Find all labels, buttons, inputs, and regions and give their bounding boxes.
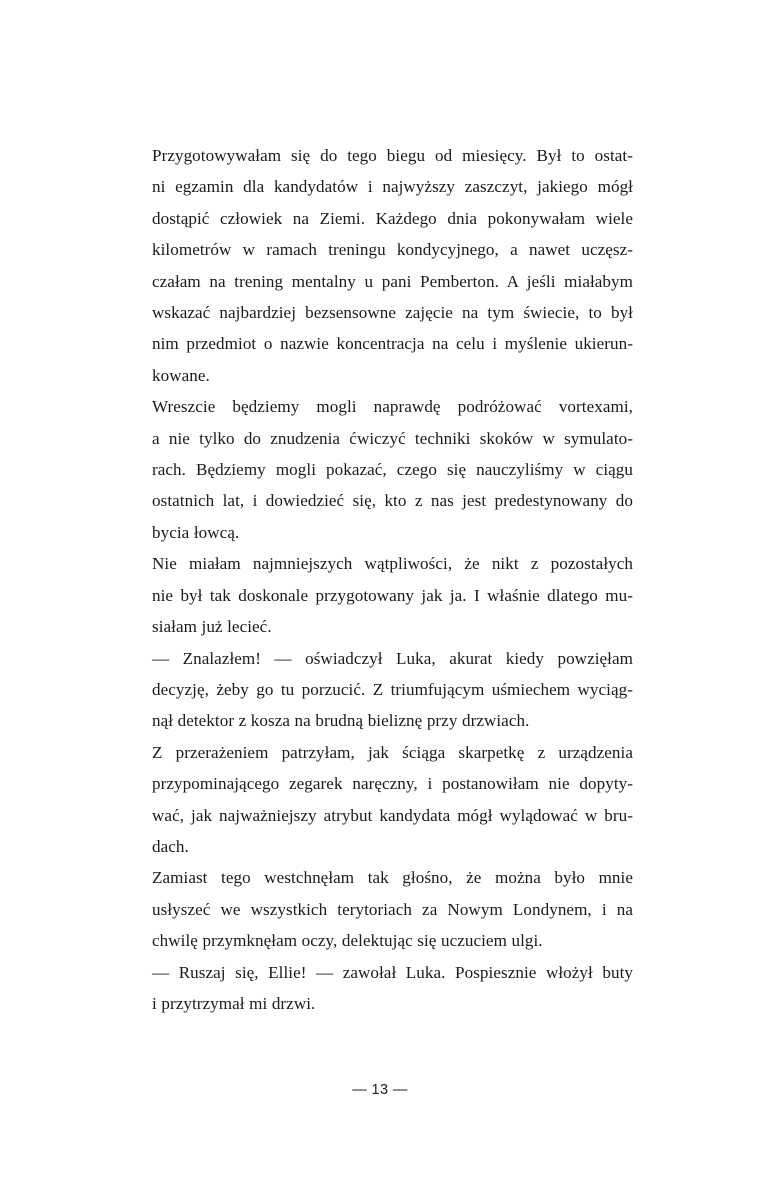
text-line: chwilę przymknęłam oczy, delektując się uczuciem ulgi. [152,931,543,951]
text-line: nim przedmiot o nazwie koncentracja na celu i myślenie ukierun- [152,334,633,354]
text-line: siałam już lecieć. [152,617,272,637]
page-number: — 13 — [352,1082,408,1098]
text-line: kowane. [152,365,210,385]
text-line: Przygotowywałam się do tego biegu od miesięcy. Był to ostat- [152,146,633,165]
paragraph-3 [127,548,633,642]
paragraph-2 [127,391,633,548]
text-line: Wreszcie będziemy mogli naprawdę podróżować vortexami, [152,397,633,417]
text-line: usłyszeć we wszystkich terytoriach za Nowym Londynem, i na [152,899,633,919]
paragraph-4 [127,643,633,737]
text-line: — Ruszaj się, Ellie! — zawołał Luka. Pospiesznie włożył buty [152,962,633,982]
text-line: i przytrzymał mi drzwi. [152,993,316,1013]
text-line: dostąpić człowiek na Ziemi. Każdego dnia pokonywałam wiele [152,208,633,228]
paragraph-5 [127,737,633,863]
paragraph-6 [127,862,633,956]
text-line: Nie miałam najmniejszych wątpliwości, że nikt z pozostałych [152,554,633,574]
text-line: a nie tylko do znudzenia ćwiczyć techniki skoków w symulato- [152,428,633,448]
text-line: nął detektor z kosza na brudną bieliznę przy drzwiach. [152,711,530,731]
text-line: wskazać najbardziej bezsensowne zajęcie na tym świecie, to był [152,303,633,323]
text-line: bycia łowcą. [152,522,240,542]
text-line: Zamiast tego westchnęłam tak głośno, że można było mnie [152,868,633,888]
text-line: nie był tak doskonale przygotowany jak ja. I właśnie dlatego mu- [152,585,633,605]
text-line: kilometrów w ramach treningu kondycyjnego, a nawet uczęsz- [152,240,633,260]
text-line: dach. [152,836,189,856]
text-line: ostatnich lat, i dowiedzieć się, kto z nas jest predestynowany do [152,491,633,511]
text-line: czałam na trening mentalny u pani Pemberton. A jeśli miałabym [152,271,633,291]
paragraph-7 [127,957,633,1020]
text-line: przypominającego zegarek naręczny, i postanowiłam nie dopyty- [152,774,633,794]
text-line: Z przerażeniem patrzyłam, jak ściąga skarpetkę z urządzenia [152,742,633,762]
text-line: rach. Będziemy mogli pokazać, czego się nauczyliśmy w ciągu [152,460,633,480]
text-line: — Znalazłem! — oświadczył Luka, akurat kiedy powzięłam [152,648,633,668]
text-line: ni egzamin dla kandydatów i najwyższy zaszczyt, jakiego mógł [152,177,633,197]
text-line: wać, jak najważniejszy atrybut kandydata mógł wylądować w bru- [152,805,633,825]
paragraph-1 [127,140,633,391]
text-line: decyzję, żeby go tu porzucić. Z triumfującym uśmiechem wyciąg- [152,679,633,699]
page-text-block [127,140,633,1019]
